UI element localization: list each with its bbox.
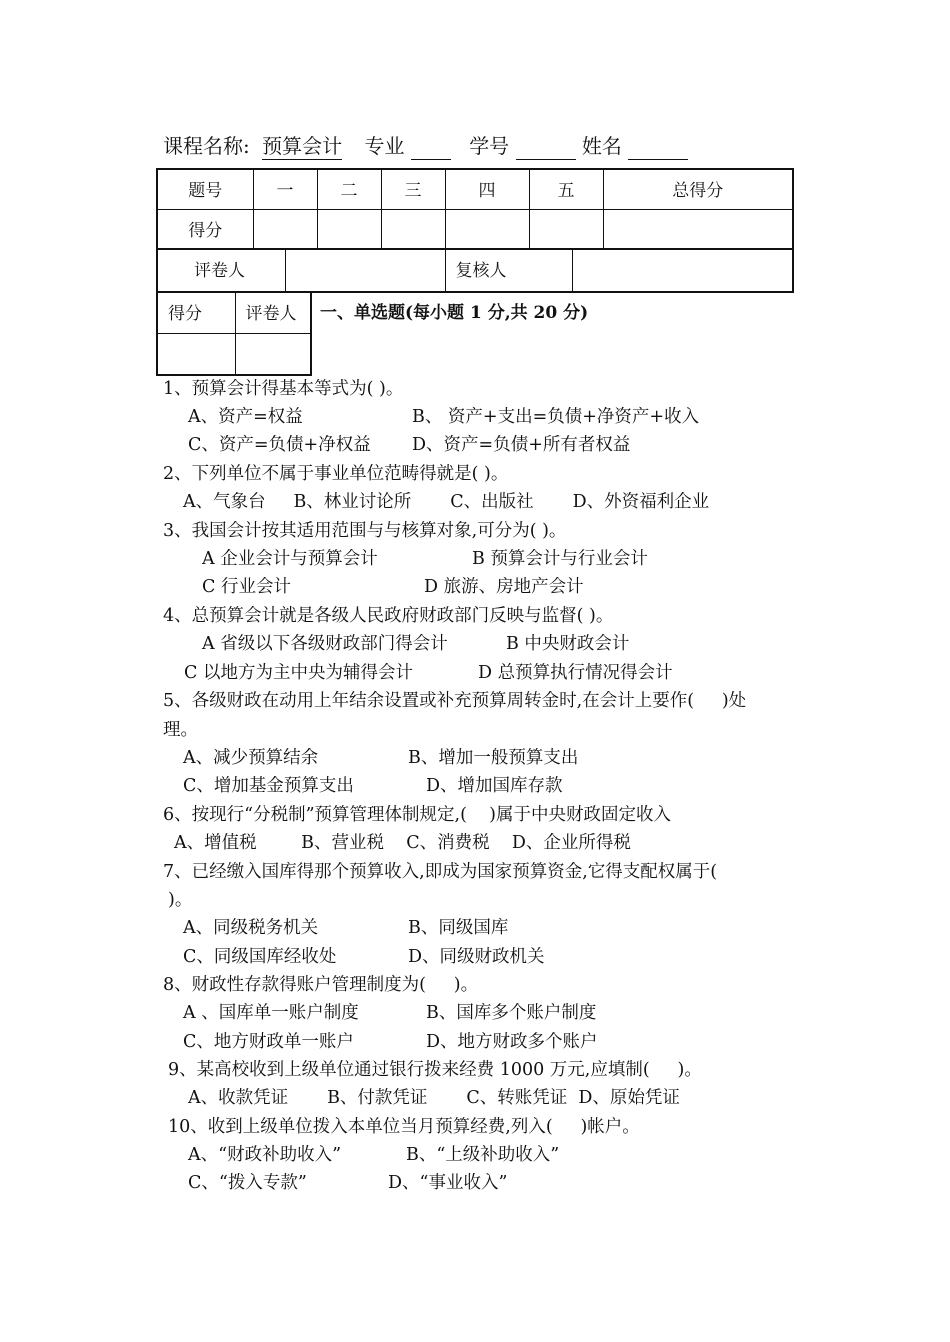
q3-option-b: B 预算会计与行业会计 [472,549,648,569]
q3-option-c: C 行业会计 [202,577,291,597]
question-7-cont: )。 [168,890,193,910]
q7-option-a: A、同级税务机关 [183,918,319,938]
q7-option-c: C、同级国库经收处 [183,947,337,967]
q3-option-d: D 旅游、房地产会计 [424,577,584,597]
course-label: 课程名称: [163,134,250,158]
score-cell[interactable] [381,209,445,249]
section-score-box-values [157,334,311,375]
grader-label: 评卷人 [157,250,285,292]
score-cell[interactable] [529,209,603,249]
q5-option-b: B、增加一般预算支出 [408,748,579,768]
score-table-header-row [157,169,793,209]
q4-option-c: C 以地方为主中央为辅得会计 [184,663,413,683]
reviewer-label: 复核人 [445,250,572,292]
section-2-header: 二 [317,169,381,209]
q10-option-c: C、“拨入专款” [188,1173,307,1193]
q6-options: A、增值税 B、营业税 C、消费税 D、企业所得税 [174,833,631,853]
question-1: 1、预算会计得基本等式为( )。 [163,379,404,399]
question-2: 2、下列单位不属于事业单位范畴得就是( )。 [163,464,509,484]
grader-row-table [156,249,794,293]
q2-options: A、气象台 B、林业讨论所 C、出版社 D、外资福利企业 [183,492,710,512]
student-id-blank[interactable] [516,141,576,160]
question-9: 9、某高校收到上级单位通过银行拨来经费 1000 万元,应填制( )。 [168,1060,702,1080]
question-10: 10、收到上级单位拨入本单位当月预算经费,列入( )帐户。 [168,1117,640,1137]
grader-row [157,250,793,292]
q5-option-c: C、增加基金预算支出 [183,776,354,796]
score-table [156,168,794,250]
section-5-header: 五 [529,169,603,209]
q10-option-a: A、“财政补助收入” [188,1145,342,1165]
q8-option-c: C、地方财政单一账户 [183,1032,354,1052]
q5-option-d: D、增加国库存款 [426,776,563,796]
student-name-label: 姓名 [581,134,622,158]
reviewer-cell[interactable] [572,250,793,292]
course-value: 预算会计 [262,130,342,160]
score-cell[interactable] [445,209,529,249]
q8-option-b: B、国库多个账户制度 [426,1003,597,1023]
score-cell[interactable] [253,209,317,249]
total-score-cell[interactable] [603,209,793,249]
q4-option-b: B 中央财政会计 [506,634,630,654]
q3-option-a: A 企业会计与预算会计 [202,549,378,569]
q1-option-b: B、 资产+支出=负债+净资产+收入 [412,407,700,427]
section-grader-cell[interactable] [235,334,311,375]
section-3-header: 三 [381,169,445,209]
question-5-cont: 理。 [163,720,198,740]
total-score-header: 总得分 [603,169,793,209]
section-grader-label: 评卷人 [235,293,311,334]
question-8: 8、财政性存款得账户管理制度为( )。 [163,975,479,995]
section-1-header: 一 [253,169,317,209]
question-5: 5、各级财政在动用上年结余设置或补充预算周转金时,在会计上要作( )处 [163,691,747,711]
q4-option-d: D 总预算执行情况得会计 [478,663,673,683]
q5-option-a: A、减少预算结余 [183,748,319,768]
major-blank[interactable] [411,141,451,160]
section-title: 一、单选题(每小题 1 分,共 20 分) [320,303,589,323]
q1-option-d: D、资产=负债+所有者权益 [412,435,631,455]
q8-option-d: D、地方财政多个账户 [426,1032,598,1052]
score-cell[interactable] [317,209,381,249]
section-score-label: 得分 [157,293,235,334]
q10-option-d: D、“事业收入” [388,1173,508,1193]
section-score-box [156,292,312,376]
exam-header [163,130,688,160]
q4-option-a: A 省级以下各级财政部门得会计 [202,634,448,654]
question-3: 3、我国会计按其适用范围与与核算对象,可分为( )。 [163,521,567,541]
q1-option-c: C、资产=负债+净权益 [188,435,371,455]
q10-option-b: B、“上级补助收入” [406,1145,560,1165]
score-row-label: 得分 [157,209,253,249]
q7-option-b: B、同级国库 [408,918,509,938]
section-score-box-header [157,293,311,334]
major-label: 专业 [364,134,405,158]
q7-option-d: D、同级财政机关 [408,947,545,967]
question-no-header: 题号 [157,169,253,209]
student-id-label: 学号 [469,134,510,158]
question-7: 7、已经缴入国库得那个预算收入,即成为国家预算资金,它得支配权属于( [163,862,718,882]
q9-options: A、收款凭证 B、付款凭证 C、转账凭证 D、原始凭证 [188,1088,680,1108]
question-4: 4、总预算会计就是各级人民政府财政部门反映与监督( )。 [163,606,614,626]
section-4-header: 四 [445,169,529,209]
score-table-score-row [157,209,793,249]
grader-cell[interactable] [285,250,445,292]
q1-option-a: A、资产=权益 [188,407,303,427]
question-6: 6、按现行“分税制”预算管理体制规定,( )属于中央财政固定收入 [163,805,671,825]
student-name-blank[interactable] [628,141,688,160]
section-score-cell[interactable] [157,334,235,375]
q8-option-a: A 、国库单一账户制度 [183,1003,359,1023]
